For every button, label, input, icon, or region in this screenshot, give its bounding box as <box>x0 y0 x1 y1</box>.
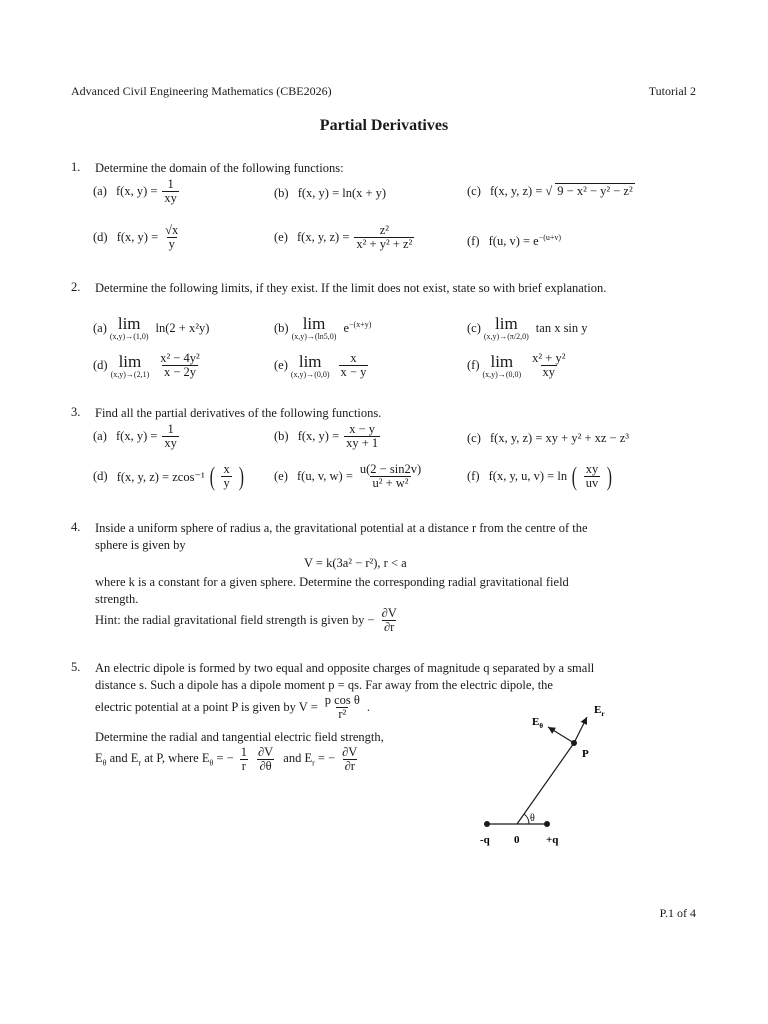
point-p <box>571 740 577 746</box>
q1f-expr: f(u, v) = e <box>488 234 539 249</box>
q1c: (c) f(x, y, z) = √ 9 − x² − y² − z² <box>467 183 633 198</box>
q5-line1: An electric dipole is formed by two equal and opposite charges of magnitude q separated by a small <box>95 661 595 675</box>
q1-text: Determine the domain of the following functions: <box>95 161 344 175</box>
q3a-fraction: $\frac{1}{xy}$ <box>164 422 177 450</box>
q1d-lhs: f(x, y) = <box>116 230 159 244</box>
e-r-arrow <box>574 717 587 743</box>
origin-label: 0 <box>514 834 520 846</box>
q2a <box>93 315 209 341</box>
q1e-fraction: $\frac{\text{z²}}{\text{x² + y² + z²}}$ <box>356 223 413 251</box>
q1c-lhs: f(x, y, z) = <box>490 183 543 198</box>
q2f-label: (f) <box>467 358 480 372</box>
q5-e-theta: E <box>95 751 103 766</box>
q3f-label: (f) <box>467 469 480 483</box>
q4-hint-fraction: $\frac{\partial V}{\partial r}$ <box>381 606 397 634</box>
q1c-radicand: 9 − x² − y² − z² <box>557 184 633 198</box>
theta-label: θ <box>530 813 535 824</box>
q5-number: 5. <box>71 660 81 674</box>
q2d-label: (d) <box>93 358 108 372</box>
q2e-fraction: $\frac{x}{x - y}$ <box>340 351 367 379</box>
q1a-lhs: f(x, y) = <box>116 184 158 198</box>
q5-line3-text: electric potential at a point P is given by V = <box>95 700 318 714</box>
plus-q-label: +q <box>546 834 559 846</box>
q3-text: Find all the partial derivatives of the following functions. <box>95 406 382 420</box>
plus-q-charge <box>544 821 550 827</box>
q4-formula: V = k(3a² − r²), r < a <box>304 556 407 570</box>
q3d: (d) f(x, y, z) = zcos⁻¹ ( $\frac{x}{y}$ ) <box>93 461 244 491</box>
q2f-fraction: $\frac{\text{x² + y²}}{xy}$ <box>532 351 566 379</box>
q4-line2: sphere is given by <box>95 538 186 552</box>
q3d-label: (d) <box>93 469 108 483</box>
q1-number: 1. <box>71 160 81 174</box>
q2d-limit: lim (x,y)→(2,1) <box>110 351 150 379</box>
q2b-limit: lim (x,y)→(ln5,0) <box>291 314 337 341</box>
q1f-label: (f) <box>467 233 480 248</box>
q3b-fraction: $\frac{x - y}{xy + 1}$ <box>346 422 379 450</box>
q2e <box>274 352 370 379</box>
minus-q-label: -q <box>480 834 490 846</box>
q5-line4: Determine the radial and tangential electric field strength, <box>95 730 384 744</box>
q1b-label: (b) <box>274 186 289 200</box>
q2f <box>467 352 569 379</box>
q2-number: 2. <box>71 280 81 294</box>
p-label: P <box>582 748 589 760</box>
page-title: Partial Derivatives <box>319 117 449 134</box>
q3e-fraction: $\frac{u(2 - \sin 2v)}{\text{u² + w²}}$ <box>359 462 422 490</box>
q3e-lhs: f(u, v, w) = <box>297 469 353 483</box>
q3f-lhs: f(x, y, u, v) = ln <box>488 469 568 483</box>
q2-text: Determine the following limits, if they exist. If the limit does not exist, state so with brief explanation. <box>95 281 607 295</box>
q3f: (f) f(x, y, u, v) = ln ( $\frac{xy}{uv}$ ) <box>467 461 613 491</box>
tutorial-label: Tutorial 2 <box>648 84 696 98</box>
q5-line3: electric potential at a point P is given by V = $\frac{\text{p cos θ}}{\text{r²}}$ . <box>95 693 371 721</box>
q2c-limit: lim (x,y)→(π/2,0) <box>483 314 529 341</box>
q2f-limit: lim (x,y)→(0,0) <box>482 351 522 379</box>
q2e-label: (e) <box>274 358 288 372</box>
q1e <box>274 224 416 251</box>
q2c <box>467 315 588 341</box>
q2d-fraction: $\frac{\text{x² − 4y²}}{x - 2y}$ <box>160 351 200 379</box>
q2d <box>93 352 204 379</box>
e-theta-arrow <box>548 727 574 743</box>
q1d-label: (d) <box>93 230 108 244</box>
q5-potential-fraction: $\frac{\text{p cos θ}}{\text{r²}}$ <box>324 693 360 721</box>
q3d-fraction: $\frac{x}{y}$ <box>223 462 230 490</box>
q3c-expr: f(x, y, z) = xy + y² + xz − z³ <box>490 431 630 445</box>
q3a-lhs: f(x, y) = <box>116 429 158 443</box>
q3c <box>467 431 629 446</box>
q5-line2: distance s. Such a dipole has a dipole moment p = qs. Far away from the electric dipole, the <box>95 678 553 692</box>
q3a <box>93 423 181 450</box>
q5-eq2-frac: $\frac{\partial V}{\partial r}$ <box>342 745 358 773</box>
q1b-expr: f(x, y) = ln(x + y) <box>297 186 387 200</box>
q1d <box>93 224 182 251</box>
position-vector-line <box>517 743 574 824</box>
q1e-label: (e) <box>274 230 288 244</box>
q4-hint-text: Hint: the radial gravitational field strength is given by − <box>95 613 375 627</box>
q3d-lhs: f(x, y, z) = zcos⁻¹ <box>116 469 205 484</box>
q4-line1: Inside a uniform sphere of radius a, the gravitational potential at a distance r from the centre of the <box>95 521 588 535</box>
theta-arc <box>524 814 529 824</box>
q2c-expr: tan x sin y <box>535 320 588 335</box>
minus-q-charge <box>484 821 490 827</box>
q1f-exponent: −(u+v) <box>538 233 562 242</box>
q5-eq1-frac1: $\frac{1}{r}$ <box>240 745 247 773</box>
page-number: P.1 of 4 <box>659 906 696 920</box>
q1d-fraction: $\frac{√x}{y}$ <box>165 223 179 251</box>
q3e <box>274 463 425 490</box>
q5-eq1-frac2: $\frac{\partial V}{\partial\theta}$ <box>257 745 274 773</box>
q1c-label: (c) <box>467 183 481 198</box>
q2e-limit: lim (x,y)→(0,0) <box>290 351 330 379</box>
q3b-lhs: f(x, y) = <box>297 429 340 443</box>
q1b <box>274 186 386 201</box>
q3-number: 3. <box>71 405 81 419</box>
q1e-lhs: f(x, y, z) = <box>297 230 350 244</box>
q4-line4: strength. <box>95 592 139 606</box>
q2c-label: (c) <box>467 320 481 335</box>
q3e-label: (e) <box>274 469 288 483</box>
e-r-label: $E_r$ <box>594 704 605 718</box>
q2a-expr: ln(2 + x²y) <box>155 320 210 335</box>
q1a <box>93 178 181 205</box>
e-theta-label: $E_\theta$ <box>532 716 543 730</box>
course-title: Advanced Civil Engineering Mathematics (CBE2026) <box>71 84 332 98</box>
q1f <box>467 233 561 249</box>
q1a-fraction: $\frac{1}{xy}$ <box>164 177 177 205</box>
q3a-label: (a) <box>93 429 107 443</box>
q2b-expr: e <box>343 321 350 336</box>
dipole-figure <box>470 700 605 860</box>
q1a-label: (a) <box>93 184 107 198</box>
q2a-limit: lim (x,y)→(1,0) <box>109 314 149 341</box>
q3b-label: (b) <box>274 429 289 443</box>
q3c-label: (c) <box>467 431 481 445</box>
q2b <box>274 315 371 341</box>
q2a-label: (a) <box>93 320 107 335</box>
q3f-fraction: $\frac{xy}{uv}$ <box>585 462 599 490</box>
q4-line3: where k is a constant for a given sphere. Determine the corresponding radial gravitational field <box>95 575 569 589</box>
q5-line5: $E_\theta$ and $E_r$ at P, where $E_\theta$ = − $\frac{1}{r}$ $\frac{\partial V}{\partial\theta}$ and $E_r$ = − $\frac{\partial V}{\partial r}$ <box>95 745 358 773</box>
q4-number: 4. <box>71 520 81 534</box>
q4-hint <box>95 607 401 634</box>
q3b <box>274 423 382 450</box>
q2b-exponent: −(x+y) <box>349 319 372 329</box>
q2b-label: (b) <box>274 320 289 335</box>
